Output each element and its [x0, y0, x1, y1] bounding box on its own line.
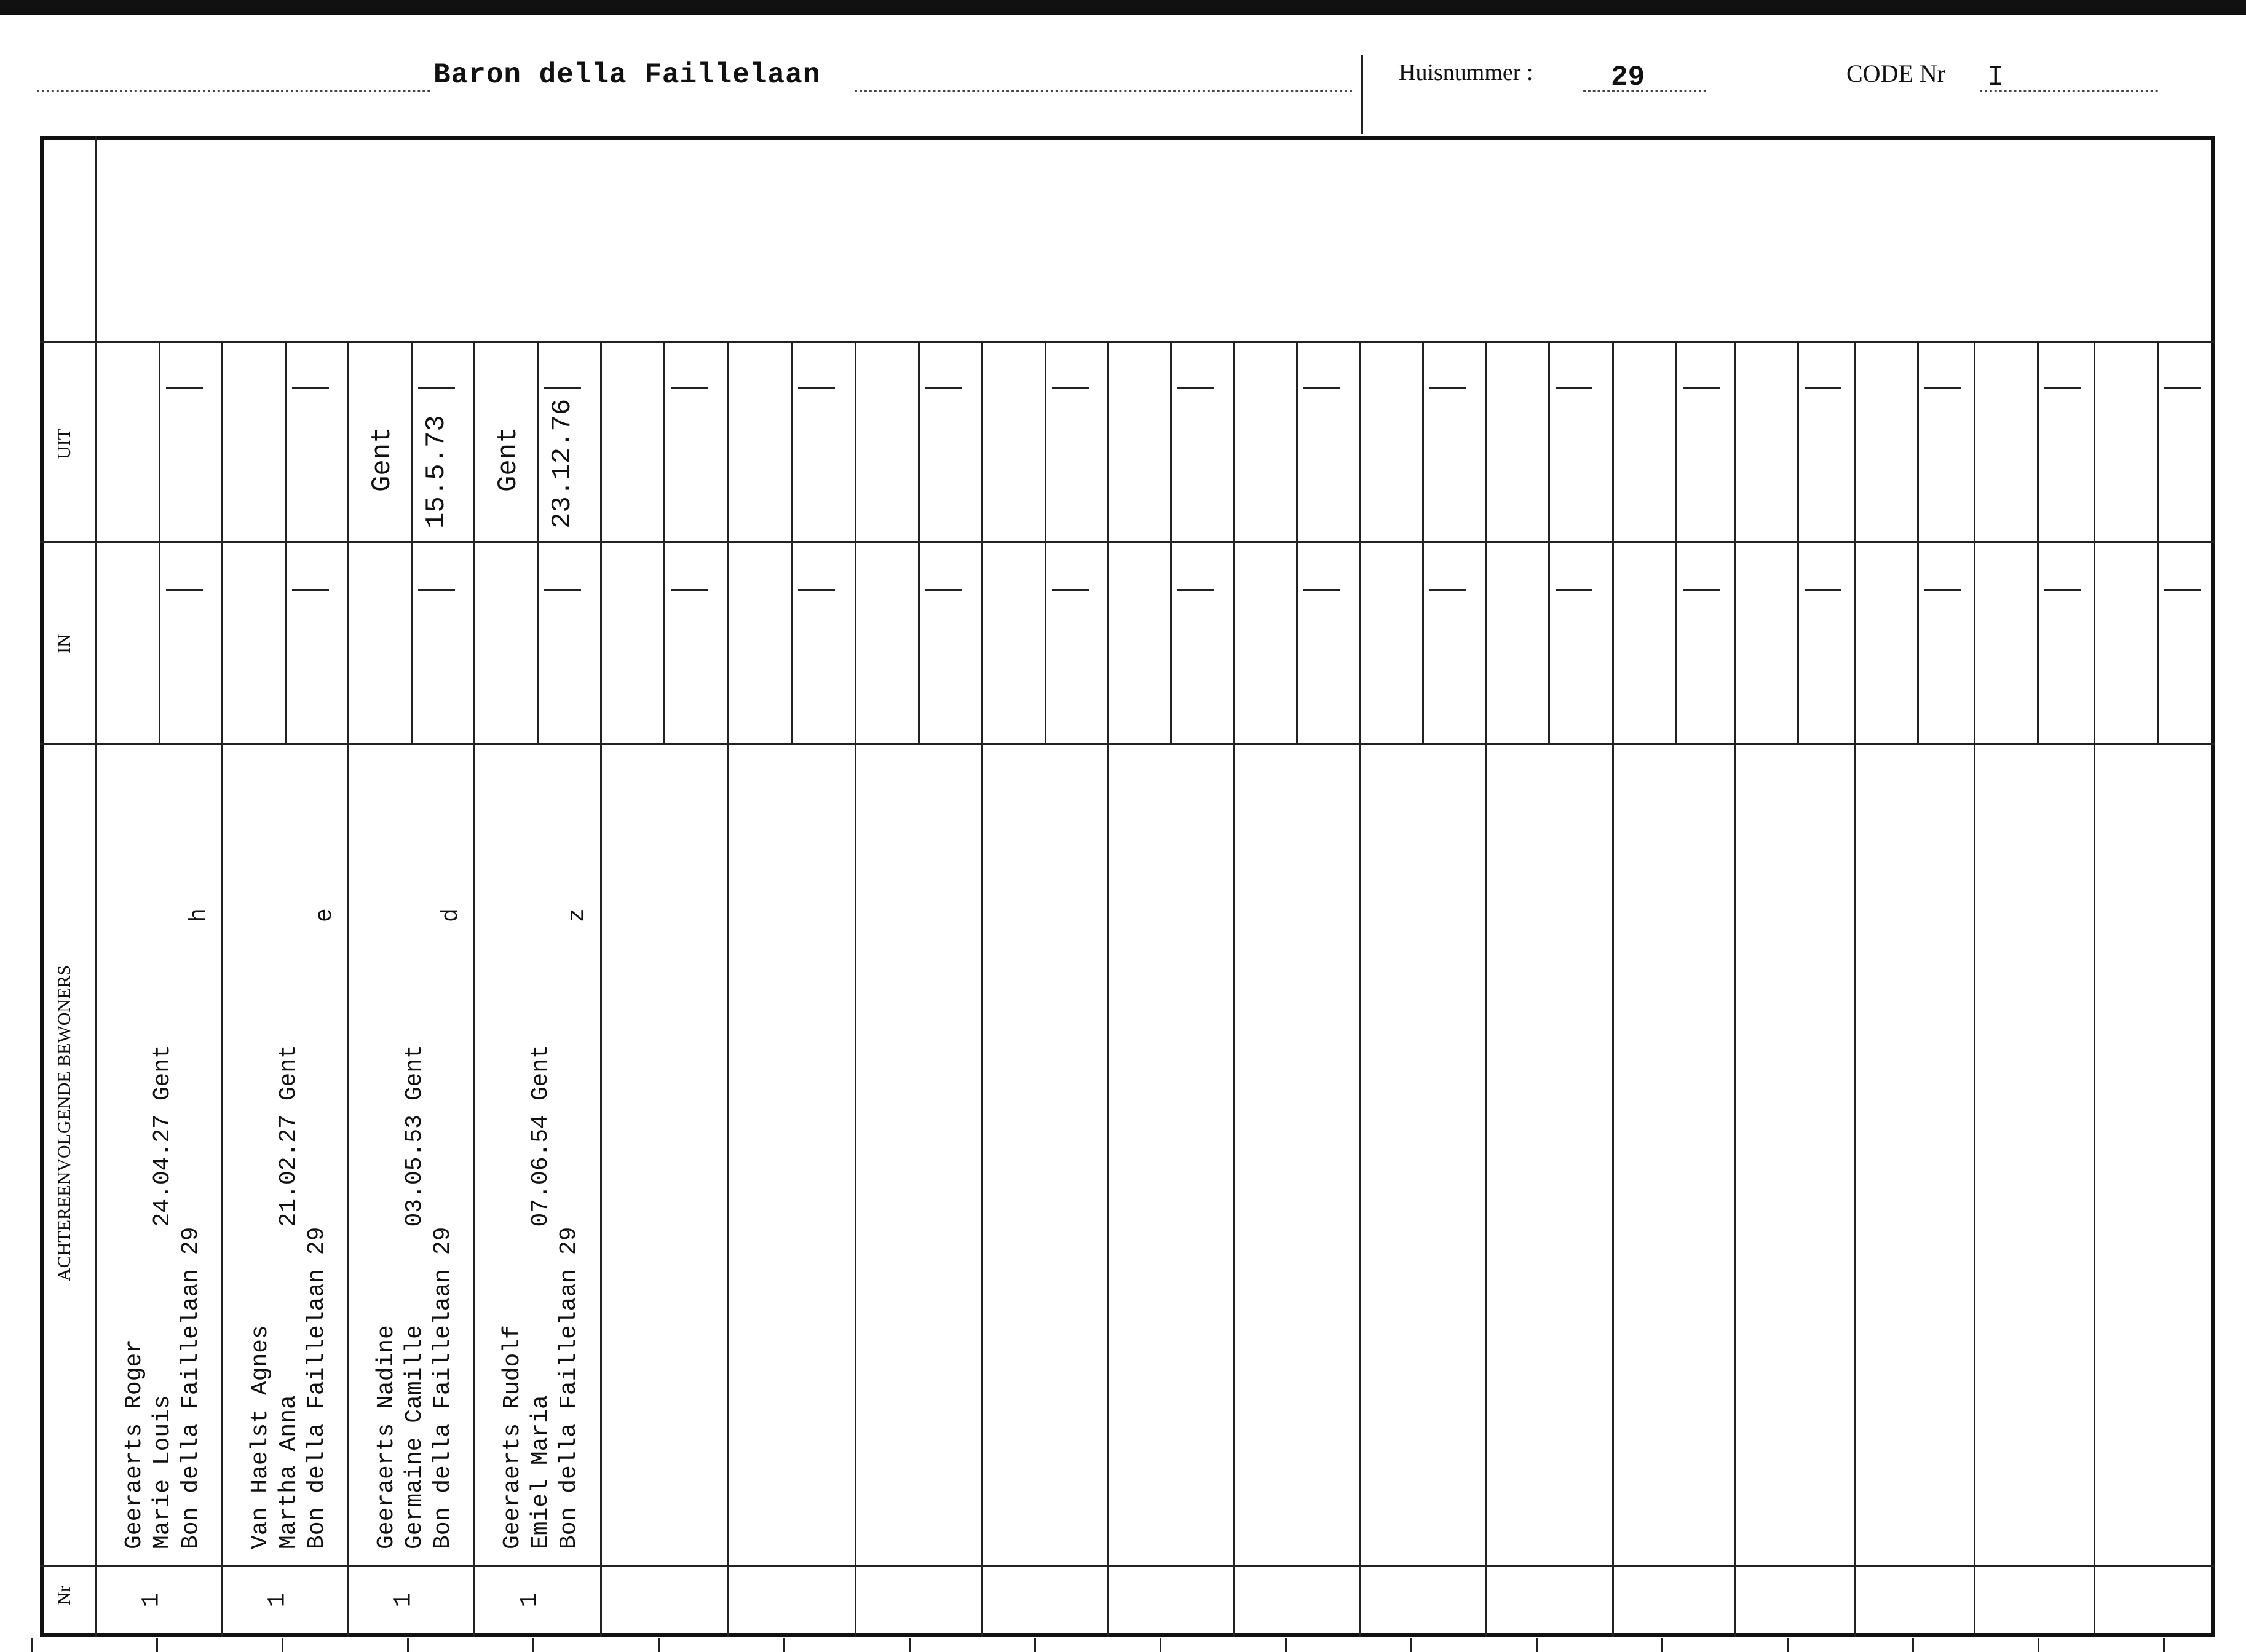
street-name: Baron della Faillelaan: [433, 59, 821, 91]
resident-line: Geeraerts Nadine: [373, 1325, 400, 1549]
resident-line: Van Haelst Agnes: [247, 1325, 274, 1549]
sub-column-line: [411, 341, 413, 743]
in-blank-dash: [1683, 589, 1720, 591]
in-blank-dash: [1805, 589, 1841, 591]
bottom-tick: [407, 1638, 409, 1652]
in-blank-dash: [798, 589, 835, 591]
uit-blank-dash: [544, 387, 581, 389]
column-line: [221, 341, 223, 1637]
column-line: [2094, 341, 2095, 1637]
header-divider: [1361, 55, 1363, 134]
sub-column-line: [1548, 341, 1550, 743]
resident-line: Martha Anna 21.02.27 Gent: [275, 1045, 302, 1549]
resident-code-letter: e: [312, 908, 338, 922]
uit-blank-dash: [1556, 387, 1592, 389]
resident-line: Bon della Faillelaan 29: [178, 1227, 204, 1549]
sub-column-line: [1797, 341, 1799, 743]
bottom-tick: [658, 1638, 660, 1652]
sub-column-line: [537, 341, 539, 743]
row-line: [40, 1565, 2215, 1567]
in-blank-dash: [2164, 589, 2201, 591]
sub-column-line: [159, 341, 160, 743]
uit-place: Gent: [367, 427, 398, 492]
column-line: [1612, 341, 1614, 1637]
code-value: I: [1987, 61, 2004, 93]
row-line: [40, 541, 2215, 543]
resident-code-letter: d: [438, 908, 464, 922]
sub-column-line: [791, 341, 793, 743]
sub-column-line: [1170, 341, 1172, 743]
row-label-uit: UIT: [54, 429, 74, 459]
column-line: [473, 341, 475, 1637]
in-blank-dash: [1924, 589, 1961, 591]
label-column-divider: [95, 136, 97, 1637]
column-line: [1233, 341, 1235, 1637]
bottom-tick: [909, 1638, 911, 1652]
resident-nr: 1: [138, 1592, 166, 1608]
uit-blank-dash: [1683, 387, 1720, 389]
row-label-in: IN: [54, 634, 74, 654]
uit-date: 15.5.73: [421, 415, 452, 529]
in-blank-dash: [544, 589, 581, 591]
in-blank-dash: [292, 589, 329, 591]
sub-column-line: [663, 341, 665, 743]
bottom-tick: [2163, 1638, 2165, 1652]
in-blank-dash: [1177, 589, 1214, 591]
uit-blank-dash: [166, 387, 203, 389]
bottom-tick: [282, 1638, 283, 1652]
register-table: [40, 136, 2215, 1637]
column-line: [600, 341, 602, 1637]
resident-code-letter: h: [186, 908, 212, 922]
sub-column-line: [1917, 341, 1919, 743]
huisnummer-label: Huisnummer :: [1399, 60, 1533, 85]
column-line: [1485, 341, 1487, 1637]
in-blank-dash: [671, 589, 708, 591]
bottom-tick: [532, 1638, 534, 1652]
sub-column-line: [1045, 341, 1046, 743]
uit-blank-dash: [1805, 387, 1841, 389]
resident-nr: 1: [264, 1592, 292, 1608]
top-edge-bar: [0, 0, 2246, 15]
uit-blank-dash: [925, 387, 962, 389]
sub-column-line: [1296, 341, 1298, 743]
uit-blank-dash: [292, 387, 329, 389]
code-label: CODE Nr: [1846, 60, 1946, 87]
resident-nr: 1: [516, 1592, 544, 1608]
uit-blank-dash: [2044, 387, 2081, 389]
column-line: [1107, 341, 1109, 1637]
uit-blank-dash: [1052, 387, 1089, 389]
column-line: [1974, 341, 1975, 1637]
row-line: [40, 341, 2215, 343]
uit-date: 23.12.76: [547, 398, 578, 529]
bottom-tick: [1034, 1638, 1036, 1652]
in-blank-dash: [1052, 589, 1089, 591]
in-blank-dash: [1303, 589, 1340, 591]
bottom-tick: [783, 1638, 785, 1652]
uit-blank-dash: [1303, 387, 1340, 389]
in-blank-dash: [2044, 589, 2081, 591]
uit-blank-dash: [671, 387, 708, 389]
column-line: [981, 341, 983, 1637]
in-blank-dash: [418, 589, 455, 591]
column-line: [1854, 341, 1856, 1637]
resident-line: Bon della Faillelaan 29: [556, 1227, 582, 1549]
sub-column-line: [2157, 341, 2159, 743]
street-dotted-line-left: [37, 90, 430, 92]
uit-blank-dash: [1429, 387, 1466, 389]
sub-column-line: [918, 341, 920, 743]
huisnummer-value: 29: [1611, 61, 1645, 93]
resident-line: Geeraerts Roger: [121, 1338, 148, 1549]
in-blank-dash: [1429, 589, 1466, 591]
bottom-tick: [156, 1638, 158, 1652]
resident-line: Bon della Faillelaan 29: [430, 1227, 456, 1549]
sub-column-line: [1675, 341, 1677, 743]
uit-blank-dash: [418, 387, 455, 389]
resident-line: Marie Louis 24.04.27 Gent: [149, 1045, 176, 1549]
bottom-tick: [1787, 1638, 1789, 1652]
street-dotted-line-right: [855, 90, 1353, 92]
column-line: [727, 341, 729, 1637]
code-dotted-line: [1980, 90, 2158, 92]
column-line: [855, 341, 856, 1637]
in-blank-dash: [925, 589, 962, 591]
resident-line: Geeraerts Rudolf: [499, 1325, 526, 1549]
bottom-tick: [1410, 1638, 1412, 1652]
resident-nr: 1: [390, 1592, 418, 1608]
resident-line: Emiel Maria 07.06.54 Gent: [528, 1045, 554, 1549]
sub-column-line: [285, 341, 287, 743]
bottom-tick: [1912, 1638, 1914, 1652]
column-line: [347, 341, 349, 1637]
row-line: [40, 743, 2215, 745]
column-line: [1734, 341, 1736, 1637]
row-label-nr: Nr: [54, 1586, 74, 1605]
huisnummer-dotted-line: [1583, 90, 1706, 92]
sub-column-line: [1422, 341, 1424, 743]
in-blank-dash: [1556, 589, 1592, 591]
column-line: [1359, 341, 1361, 1637]
bottom-tick: [2038, 1638, 2039, 1652]
uit-blank-dash: [2164, 387, 2201, 389]
bottom-tick: [1536, 1638, 1538, 1652]
resident-code-letter: z: [564, 908, 590, 922]
uit-blank-dash: [1924, 387, 1961, 389]
bottom-tick: [1285, 1638, 1287, 1652]
row-label-bewoners: ACHTEREENVOLGENDE BEWONERS: [54, 965, 74, 1282]
bottom-tick: [1160, 1638, 1161, 1652]
uit-blank-dash: [1177, 387, 1214, 389]
bottom-tick: [1661, 1638, 1663, 1652]
in-blank-dash: [166, 589, 203, 591]
bottom-tick: [31, 1638, 33, 1652]
uit-blank-dash: [798, 387, 835, 389]
uit-place: Gent: [493, 427, 524, 492]
resident-line: Germaine Camille 03.05.53 Gent: [401, 1045, 428, 1549]
resident-line: Bon della Faillelaan 29: [304, 1227, 330, 1549]
sub-column-line: [2037, 341, 2039, 743]
